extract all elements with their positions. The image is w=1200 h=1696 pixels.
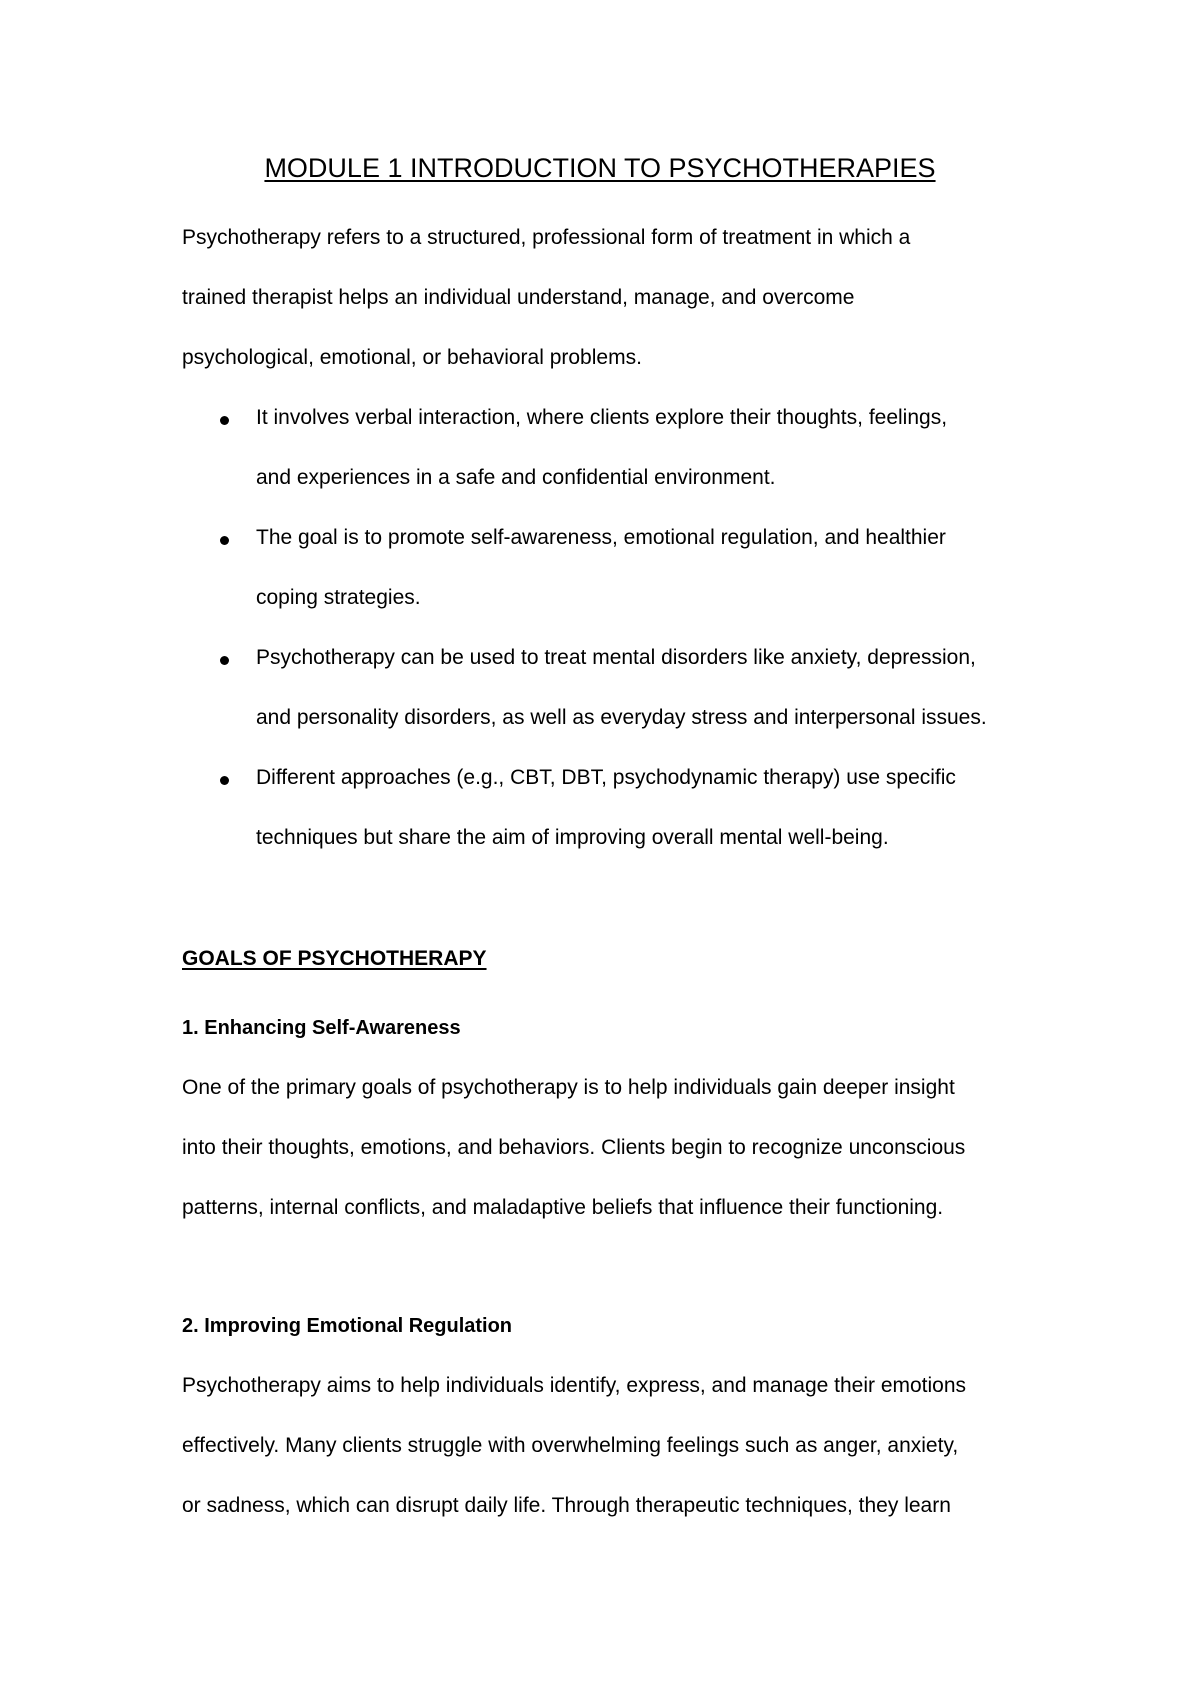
goal-text-line: Psychotherapy aims to help individuals identify, express, and manage their emotions: [182, 1374, 967, 1397]
intro-line: Psychotherapy refers to a structured, professional form of treatment in which a: [182, 226, 911, 249]
bullet-item-line: techniques but share the aim of improving overall mental well-being.: [256, 826, 889, 849]
bullet-icon: [220, 656, 229, 665]
page-title: MODULE 1 INTRODUCTION TO PSYCHOTHERAPIES: [264, 153, 936, 183]
bullet-item-line: Psychotherapy can be used to treat mental disorders like anxiety, depression,: [256, 646, 976, 669]
goal-text-line: One of the primary goals of psychotherapy is to help individuals gain deeper insight: [182, 1076, 955, 1099]
bullet-item-line: Different approaches (e.g., CBT, DBT, psychodynamic therapy) use specific: [256, 766, 956, 789]
goal-heading: 1. Enhancing Self-Awareness: [182, 1017, 461, 1039]
goal-text-line: into their thoughts, emotions, and behaviors. Clients begin to recognize unconscious: [182, 1136, 966, 1159]
goal-text-line: or sadness, which can disrupt daily life. Through therapeutic techniques, they learn: [182, 1494, 951, 1517]
goal-heading: 2. Improving Emotional Regulation: [182, 1315, 513, 1337]
goal-text-line: patterns, internal conflicts, and maladaptive beliefs that influence their functioning.: [182, 1196, 944, 1219]
section-heading: GOALS OF PSYCHOTHERAPY: [182, 947, 487, 970]
bullet-item-line: The goal is to promote self-awareness, emotional regulation, and healthier: [256, 526, 946, 549]
bullet-icon: [220, 776, 229, 785]
bullet-icon: [220, 536, 229, 545]
bullet-item-line: and personality disorders, as well as everyday stress and interpersonal issues.: [256, 706, 987, 729]
bullet-item-line: coping strategies.: [256, 586, 421, 609]
bullet-item-line: It involves verbal interaction, where clients explore their thoughts, feelings,: [256, 406, 948, 429]
bullet-icon: [220, 416, 229, 425]
goal-text-line: effectively. Many clients struggle with overwhelming feelings such as anger, anxiety,: [182, 1434, 959, 1457]
intro-line: trained therapist helps an individual understand, manage, and overcome: [182, 286, 855, 309]
intro-line: psychological, emotional, or behavioral problems.: [182, 346, 642, 369]
bullet-item-line: and experiences in a safe and confidential environment.: [256, 466, 776, 489]
